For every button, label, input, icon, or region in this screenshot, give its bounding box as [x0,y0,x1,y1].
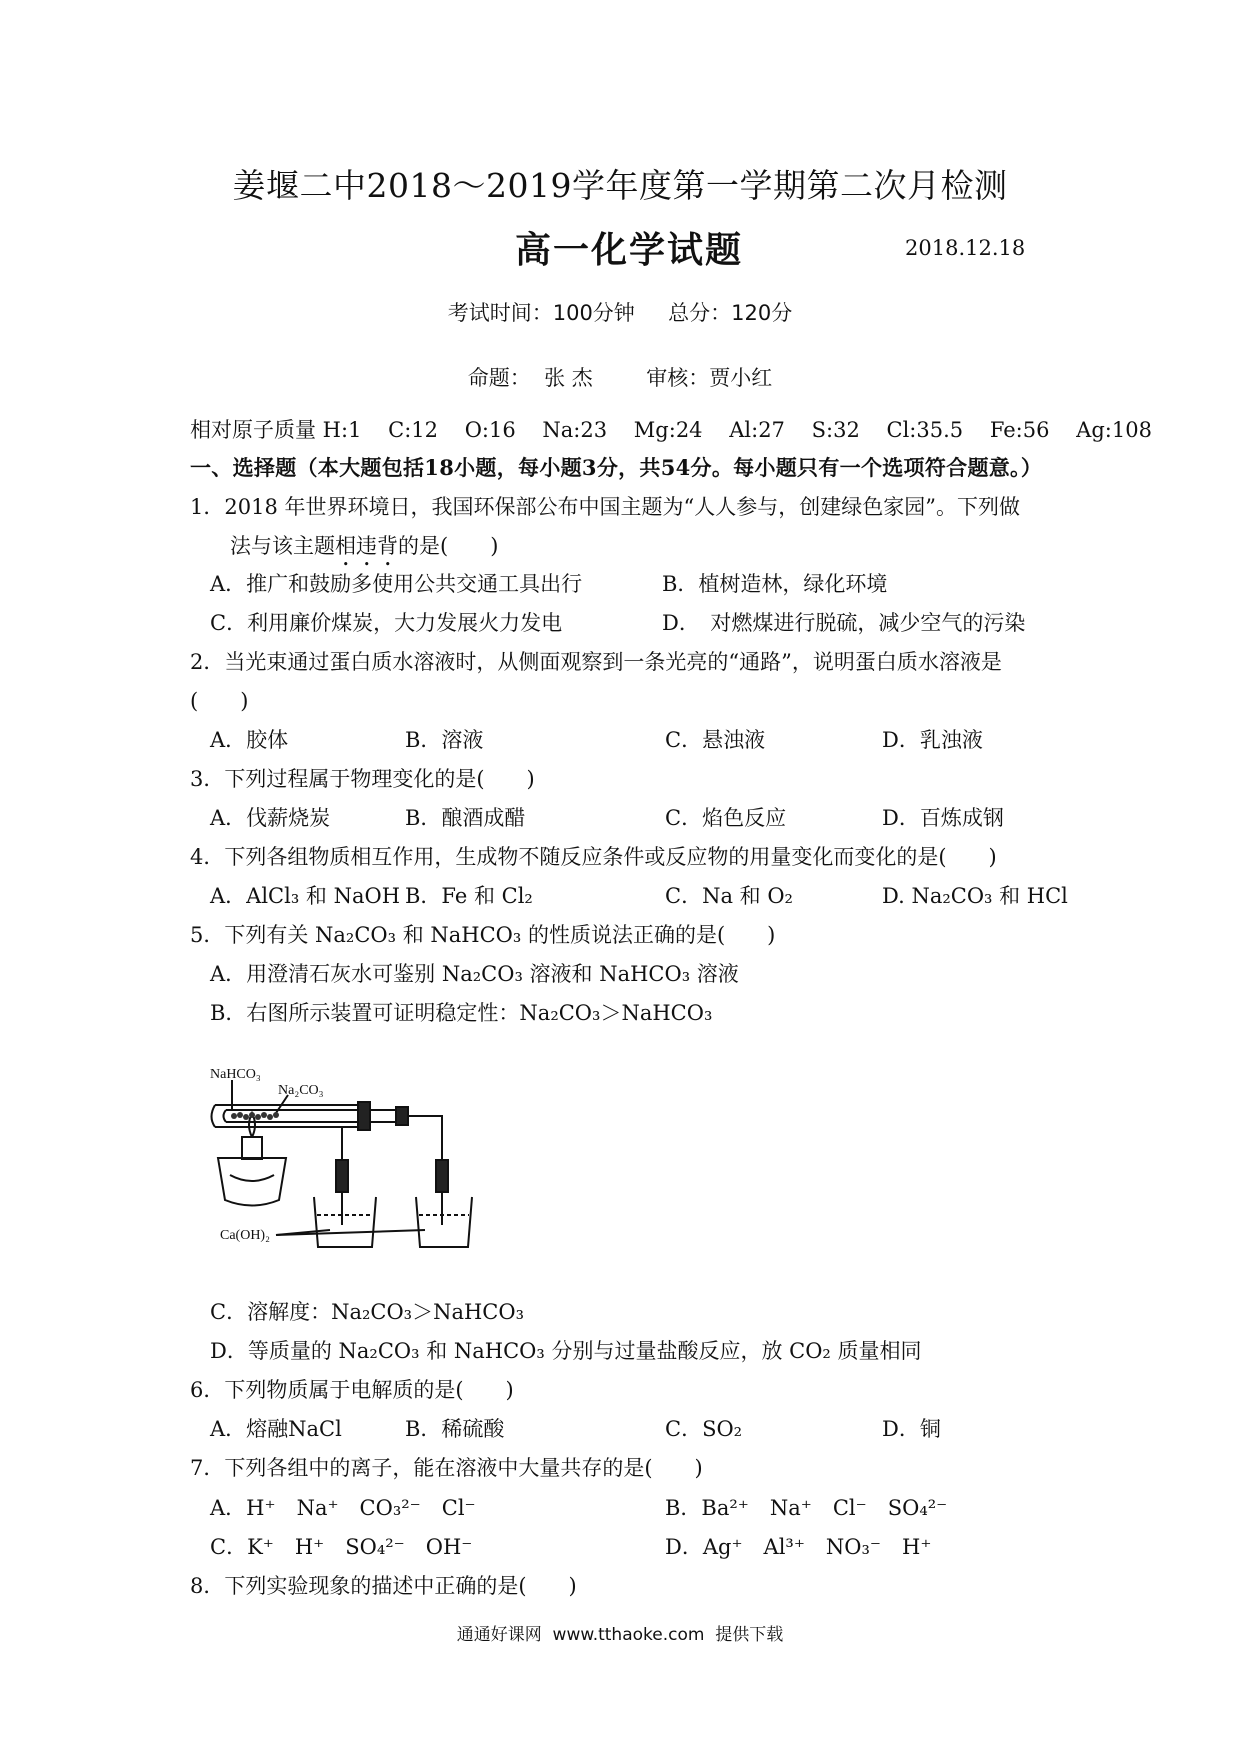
q3-option-d: D．百炼成钢 [882,806,1004,830]
exam-date: 2018.12.18 [905,236,1026,260]
section-title: 一、选择题（本大题包括18小题，每小题3分，共54分。每小题只有一个选项符合题意。） [190,455,1043,480]
q5-option-c: C．溶解度：Na₂CO₃＞NaHCO₃ [210,1300,524,1324]
q5-option-b: B．右图所示装置可证明稳定性：Na₂CO₃＞NaHCO₃ [210,1001,713,1025]
figure-label-nahco3: NaHCO₃ [210,1067,261,1082]
q8-stem: 8．下列实验现象的描述中正确的是( ) [190,1574,577,1598]
figure-label-caoh2: Ca(OH)₂ [220,1228,270,1243]
q1-emphasis: 相违背 [335,534,398,558]
q6-option-b: B．稀硫酸 [405,1417,505,1441]
q6-option-a: A．熔融NaCl [210,1417,342,1441]
q6-stem: 6．下列物质属于电解质的是( ) [190,1378,514,1402]
alcohol-lamp-neck [242,1137,262,1159]
q7-option-a: A．H⁺ Na⁺ CO₃²⁻ Cl⁻ [210,1496,476,1520]
q1-stem: 1．2018 年世界环境日，我国环保部公布中国主题为“人人参与，创建绿色家园”。下列做 [190,495,1020,519]
q3-option-c: C．焰色反应 [665,806,787,830]
rubber-tube-right [436,1160,448,1192]
q2-option-d: D．乳浊液 [882,728,983,752]
q6-option-c: C．SO₂ [665,1417,743,1441]
q7-option-c: C．K⁺ H⁺ SO₄²⁻ OH⁻ [210,1535,473,1559]
q2-option-a: A．胶体 [210,728,289,752]
q1-stem-line2 [230,530,498,571]
stopper-outer [358,1102,370,1130]
q1-option-d: D． 对燃煤进行脱硫，减少空气的污染 [662,611,1026,635]
q6-option-d: D．铜 [882,1417,941,1441]
q1-option-b: B．植树造林，绿化环境 [662,572,888,596]
q2-stem: 2．当光束通过蛋白质水溶液时，从侧面观察到一条光亮的“通路”，说明蛋白质水溶液是 [190,650,1002,674]
q1-option-c: C．利用廉价煤炭，大力发展火力发电 [210,611,563,635]
q2-option-c: C．悬浊液 [665,728,766,752]
q7-option-b: B．Ba²⁺ Na⁺ Cl⁻ SO₄²⁻ [665,1496,948,1520]
outer-tube-end [212,1105,216,1127]
q1-stem-post: 的是( ) [398,534,499,558]
atomic-masses: 相对原子质量 H:1 C:12 O:16 Na:23 Mg:24 Al:27 S:32 Cl:35.5 Fe:56 Ag:108 [190,418,1152,442]
beaker-left [314,1197,376,1247]
heating-apparatus-figure [210,1065,480,1260]
rubber-tube-left [336,1160,348,1192]
q1-option-a: A．推广和鼓励多使用公共交通工具出行 [210,572,583,596]
q7-stem: 7．下列各组中的离子，能在溶液中大量共存的是( ) [190,1456,703,1480]
q3-option-a: A．伐薪烧炭 [210,806,331,830]
beaker-right [416,1197,472,1247]
q4-option-c: C．Na 和 O₂ [665,884,793,908]
q5-option-a: A．用澄清石灰水可鉴别 Na₂CO₃ 溶液和 NaHCO₃ 溶液 [210,962,739,986]
q3-stem: 3．下列过程属于物理变化的是( ) [190,767,535,791]
page-footer: 通通好课网 www.tthaoke.com 提供下载 [456,1625,784,1645]
exam-info: 考试时间：100分钟 总分：120分 [447,301,793,325]
exam-subtitle: 高一化学试题 [515,229,744,271]
stopper-inner [396,1107,408,1125]
q5-option-d: D．等质量的 Na₂CO₃ 和 NaHCO₃ 分别与过量盐酸反应，放 CO₂ 质量相同 [210,1339,922,1363]
q2-stem-line2: ( ) [190,689,249,713]
q1-stem-pre: 法与该主题 [230,534,335,558]
q4-option-a: A．AlCl₃ 和 NaOH [210,884,401,908]
q4-option-d: D. Na₂CO₃ 和 HCl [882,884,1068,908]
q2-option-b: B．溶液 [405,728,484,752]
q5-stem: 5．下列有关 Na₂CO₃ 和 NaHCO₃ 的性质说法正确的是( ) [190,923,776,947]
q4-stem: 4．下列各组物质相互作用，生成物不随反应条件或反应物的用量变化而变化的是( ) [190,845,997,869]
figure-label-na2co3: Na₂CO₃ [278,1083,324,1098]
inner-tube-end [224,1110,227,1122]
exam-authors: 命题： 张 杰 审核：贾小红 [467,366,773,390]
q4-option-b: B．Fe 和 Cl₂ [405,884,533,908]
lamp-wick [230,1175,274,1181]
q7-option-d: D．Ag⁺ Al³⁺ NO₃⁻ H⁺ [665,1535,932,1559]
q3-option-b: B．酿酒成醋 [405,806,526,830]
exam-title: 姜堰二中2018～2019学年度第一学期第二次月检测 [232,166,1008,205]
